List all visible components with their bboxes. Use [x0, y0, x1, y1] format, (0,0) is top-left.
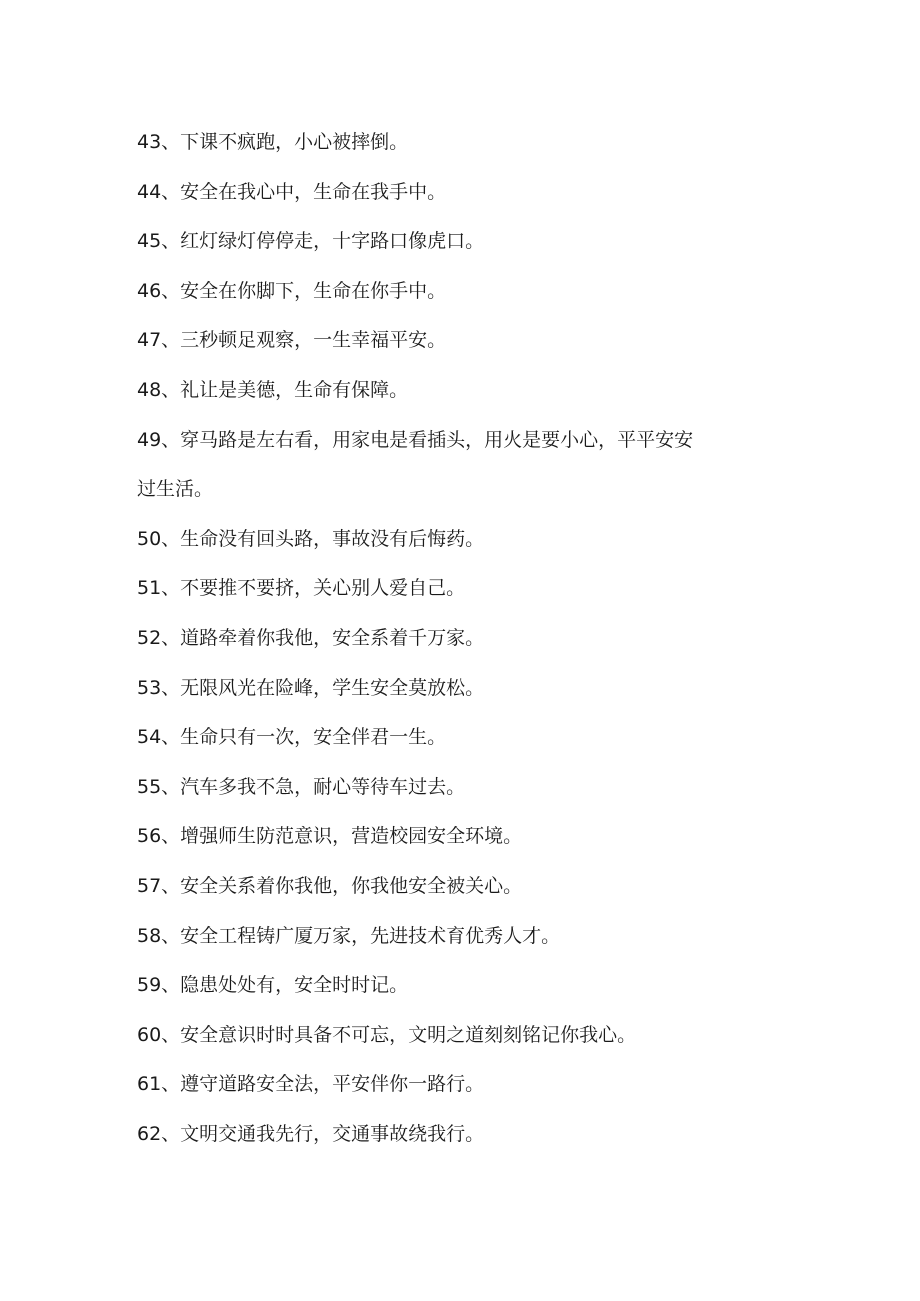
slogan-line-43: 43、下课不疯跑，小心被摔倒。 [137, 131, 409, 153]
slogan-line-55: 55、汽车多我不急，耐心等待车过去。 [137, 775, 466, 798]
slogan-line-54: 54、生命只有一次，安全伴君一生。 [137, 726, 447, 749]
slogan-line-56: 56、增强师生防范意识，营造校园安全环境。 [137, 825, 523, 848]
slogan-line-57: 57、安全关系着你我他，你我他安全被关心。 [137, 874, 523, 897]
slogan-line-50: 50、生命没有回头路，事故没有后悔药。 [137, 527, 485, 550]
slogan-line-49-continued: 过生活。 [137, 478, 214, 501]
slogan-line-60: 60、安全意识时时具备不可忘，文明之道刻刻铭记你我心。 [137, 1023, 637, 1046]
slogan-line-59: 59、隐患处处有，安全时时记。 [137, 974, 409, 997]
slogan-line-46: 46、安全在你脚下，生命在你手中。 [137, 279, 447, 302]
slogan-line-49: 49、穿马路是左右看，用家电是看插头，用火是要小心，平平安安 [137, 428, 694, 451]
slogan-line-44: 44、安全在我心中，生命在我手中。 [137, 180, 447, 203]
slogan-list [137, 118, 797, 1159]
slogan-line-62: 62、文明交通我先行，交通事故绕我行。 [137, 1122, 485, 1145]
slogan-line-61: 61、遵守道路安全法，平安伴你一路行。 [137, 1073, 485, 1096]
slogan-line-51: 51、不要推不要挤，关心别人爱自己。 [137, 577, 466, 600]
slogan-line-52: 52、道路牵着你我他，安全系着千万家。 [137, 626, 485, 649]
slogan-line-47: 47、三秒顿足观察，一生幸福平安。 [137, 329, 447, 352]
slogan-line-53: 53、无限风光在险峰，学生安全莫放松。 [137, 676, 485, 699]
slogan-line-58: 58、安全工程铸广厦万家，先进技术育优秀人才。 [137, 924, 561, 947]
slogan-line-45: 45、红灯绿灯停停走，十字路口像虎口。 [137, 230, 485, 253]
slogan-line-48: 48、礼让是美德，生命有保障。 [137, 378, 409, 401]
